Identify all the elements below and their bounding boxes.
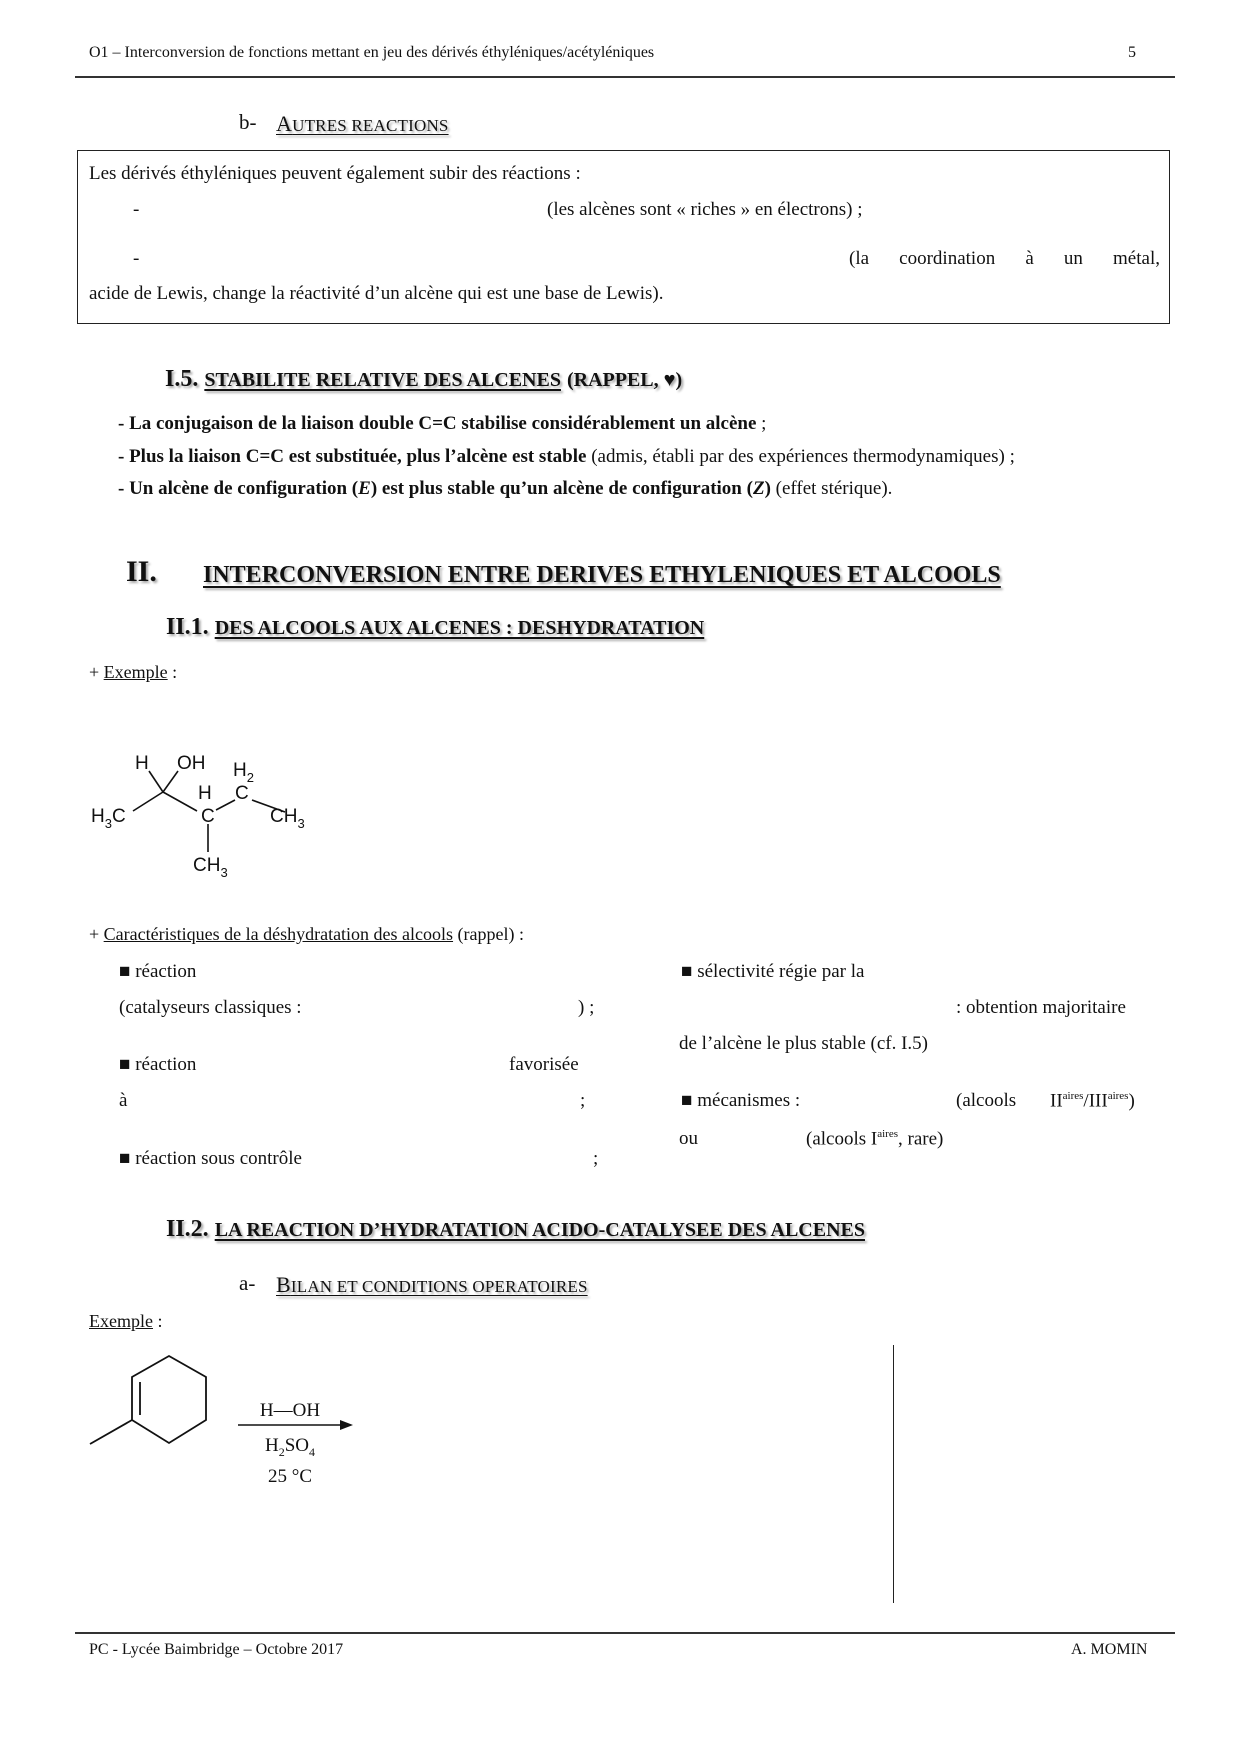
atom-ch3-right-sub: 3 [297,816,305,831]
section-ii2a-label: a- [239,1271,256,1295]
left-l3b: favorisée [509,1054,579,1075]
atom-h2 [233,760,254,785]
characteristics-line [89,924,524,945]
box-item2-continuation: acide de Lewis, change la réactivité d’un alcène qui est une base de Lewis). [89,283,664,304]
vertical-separator [893,1345,894,1603]
reagent2-sub2: 4 [309,1444,316,1459]
alcohol-molecule-structure [80,740,340,890]
ii1-example-suffix: : [167,662,178,682]
right-r4b: (alcools [956,1090,1017,1111]
atom-h2-sub: 2 [246,770,254,785]
section-i5-title: STABILITE RELATIVE DES ALCENES [204,369,561,391]
box-item1-text: (les alcènes sont « riches » en électrons) ; [547,199,863,220]
right-r4a: ■ mécanismes : [681,1090,801,1111]
i5-bullet-2-normal: (admis, établi par des expériences thermodynamiques) ; [586,446,1015,467]
ii2-example-suffix: : [152,1311,163,1331]
methylcyclohexene-structure [80,1340,240,1490]
characteristics-suffix: (rappel) : [453,924,525,944]
left-l2b: ) ; [578,997,595,1018]
i5-bullet-3-normal: (effet stérique). [770,478,893,499]
i5-bullet-2-bold: - Plus la liaison C=C est substituée, plus l’alcène est stable [118,446,587,467]
header-title: O1 – Interconversion de fonctions mettant en jeu des dérivés éthyléniques/acétyléniques [89,44,655,61]
bond-c1-c2 [163,792,197,811]
section-b-label: b- [239,110,257,134]
left-l5b: ; [593,1148,599,1169]
reaction-temperature: 25 °C [267,1466,313,1487]
left-l4b: ; [580,1090,586,1111]
right-r5b [806,1128,943,1150]
bond-c2-c3 [216,800,235,810]
right-r5a: ou [679,1128,698,1149]
left-l5a: ■ réaction sous contrôle [119,1148,302,1169]
section-ii2-heading [166,1216,865,1243]
right-r4c-sup2: aires [1107,1090,1129,1102]
ii1-example-label: Exemple [103,662,168,682]
right-r5b-text: (alcools I [806,1128,878,1150]
atom-oh: OH [177,753,206,774]
ii1-example-line [89,662,177,683]
atom-c-upper: C [235,783,249,804]
cyclohexene-ring [132,1356,206,1443]
i5-bullet-2 [118,446,1015,468]
reagent2-sub1: 2 [278,1444,285,1459]
i5-bullet-3-z: Z [752,478,765,499]
ii2-example-label: Exemple [89,1311,153,1331]
left-l4a: à [119,1090,128,1111]
section-i5-number: I.5. [165,366,199,392]
section-i5-suffix: (RAPPEL, ♥) [566,369,683,391]
page-number: 5 [1128,44,1136,61]
section-ii-title: INTERCONVERSION ENTRE DERIVES ETHYLENIQUES ET ALCOOLS [203,562,1001,588]
right-r4c-sup1: aires [1062,1090,1084,1102]
reagent2-mid: SO [284,1435,310,1456]
right-r4c-end: ) [1128,1090,1135,1112]
i5-bullet-1-bold: - La conjugaison de la liaison double C=C stabilise considérablement un alcène [118,413,757,434]
right-r5b-end: , rare) [898,1128,944,1150]
atom-ch3-right-c: CH [270,806,298,827]
i5-bullet-3-b3: ) [764,478,771,499]
section-ii1-heading [166,614,704,641]
bond-h3c-c1 [133,792,163,811]
atom-h-top: H [135,753,149,774]
atom-h3c-h: H [91,806,105,827]
methyl-substituent-bond [90,1420,132,1444]
characteristics-prefix: + [89,924,104,944]
atom-c-center: C [201,806,215,827]
section-ii-number: II. [126,555,157,588]
atom-h3c [91,806,126,831]
atom-ch3-bottom [193,855,228,880]
i5-bullet-3 [118,478,892,500]
footer-divider [75,1632,1175,1634]
right-r4c-ii: II [1050,1090,1063,1112]
atom-ch3-bottom-c: CH [193,855,221,876]
i5-bullet-1 [118,413,766,435]
atom-ch3-bottom-sub: 3 [220,865,228,880]
footer-left: PC - Lycée Baimbridge – Octobre 2017 [89,1641,344,1658]
i5-bullet-3-b1: - Un alcène de configuration ( [118,478,359,499]
characteristics-label: Caractéristiques de la déshydratation des alcools [103,924,454,944]
i5-bullet-1-normal: ; [756,413,767,434]
bond-c1-oh [163,771,178,792]
atom-h3c-sub: 3 [104,816,112,831]
bond-c1-h [149,771,163,792]
section-ii2-title: LA REACTION D’HYDRATATION ACIDO-CATALYSEE DES ALCENES [214,1219,865,1241]
atom-h3c-c: C [111,806,126,827]
reagent-sulfuric-acid [258,1435,322,1460]
footer-right: A. MOMIN [1071,1641,1148,1658]
right-r4c [1050,1090,1135,1112]
section-b-title: AUTRES REACTIONS [276,111,449,136]
right-r1: ■ sélectivité régie par la [681,961,865,982]
section-ii2a-title: BILAN ET CONDITIONS OPERATOIRES [276,1272,588,1297]
box-item2-dash: - [133,248,140,269]
reagent-water: H—OH [259,1400,321,1421]
i5-bullet-3-b2: ) est plus stable qu’un alcène de configuration ( [370,478,753,499]
reagent2-main: H [264,1435,279,1456]
header-divider [75,76,1175,78]
section-ii1-title: DES ALCOOLS AUX ALCENES : DESHYDRATATION [214,617,705,639]
atom-h2-main: H [233,760,247,781]
box-item2-text: (la coordination à un métal, [849,248,1160,269]
left-l1: ■ réaction [119,961,197,982]
reaction-arrow [236,1418,356,1432]
right-r5b-sup: aires [877,1128,898,1140]
section-i5-heading [165,366,682,393]
ii2-example-line [89,1311,163,1332]
right-r4c-sep: /III [1083,1090,1108,1112]
section-ii-heading [203,556,1001,590]
atom-h-mid: H [198,783,212,804]
section-ii2-number: II.2. [166,1216,209,1242]
left-l3a: ■ réaction [119,1054,197,1075]
box-item1-dash: - [133,199,140,220]
atom-ch3-right [270,806,305,831]
left-l2a: (catalyseurs classiques : [119,997,302,1018]
ii1-example-prefix: + [89,662,104,682]
box-intro: Les dérivés éthyléniques peuvent également subir des réactions : [89,163,581,184]
i5-bullet-3-e: E [358,478,371,499]
section-ii1-number: II.1. [166,614,209,640]
right-r2: : obtention majoritaire [956,997,1126,1018]
right-r3: de l’alcène le plus stable (cf. I.5) [679,1033,928,1054]
